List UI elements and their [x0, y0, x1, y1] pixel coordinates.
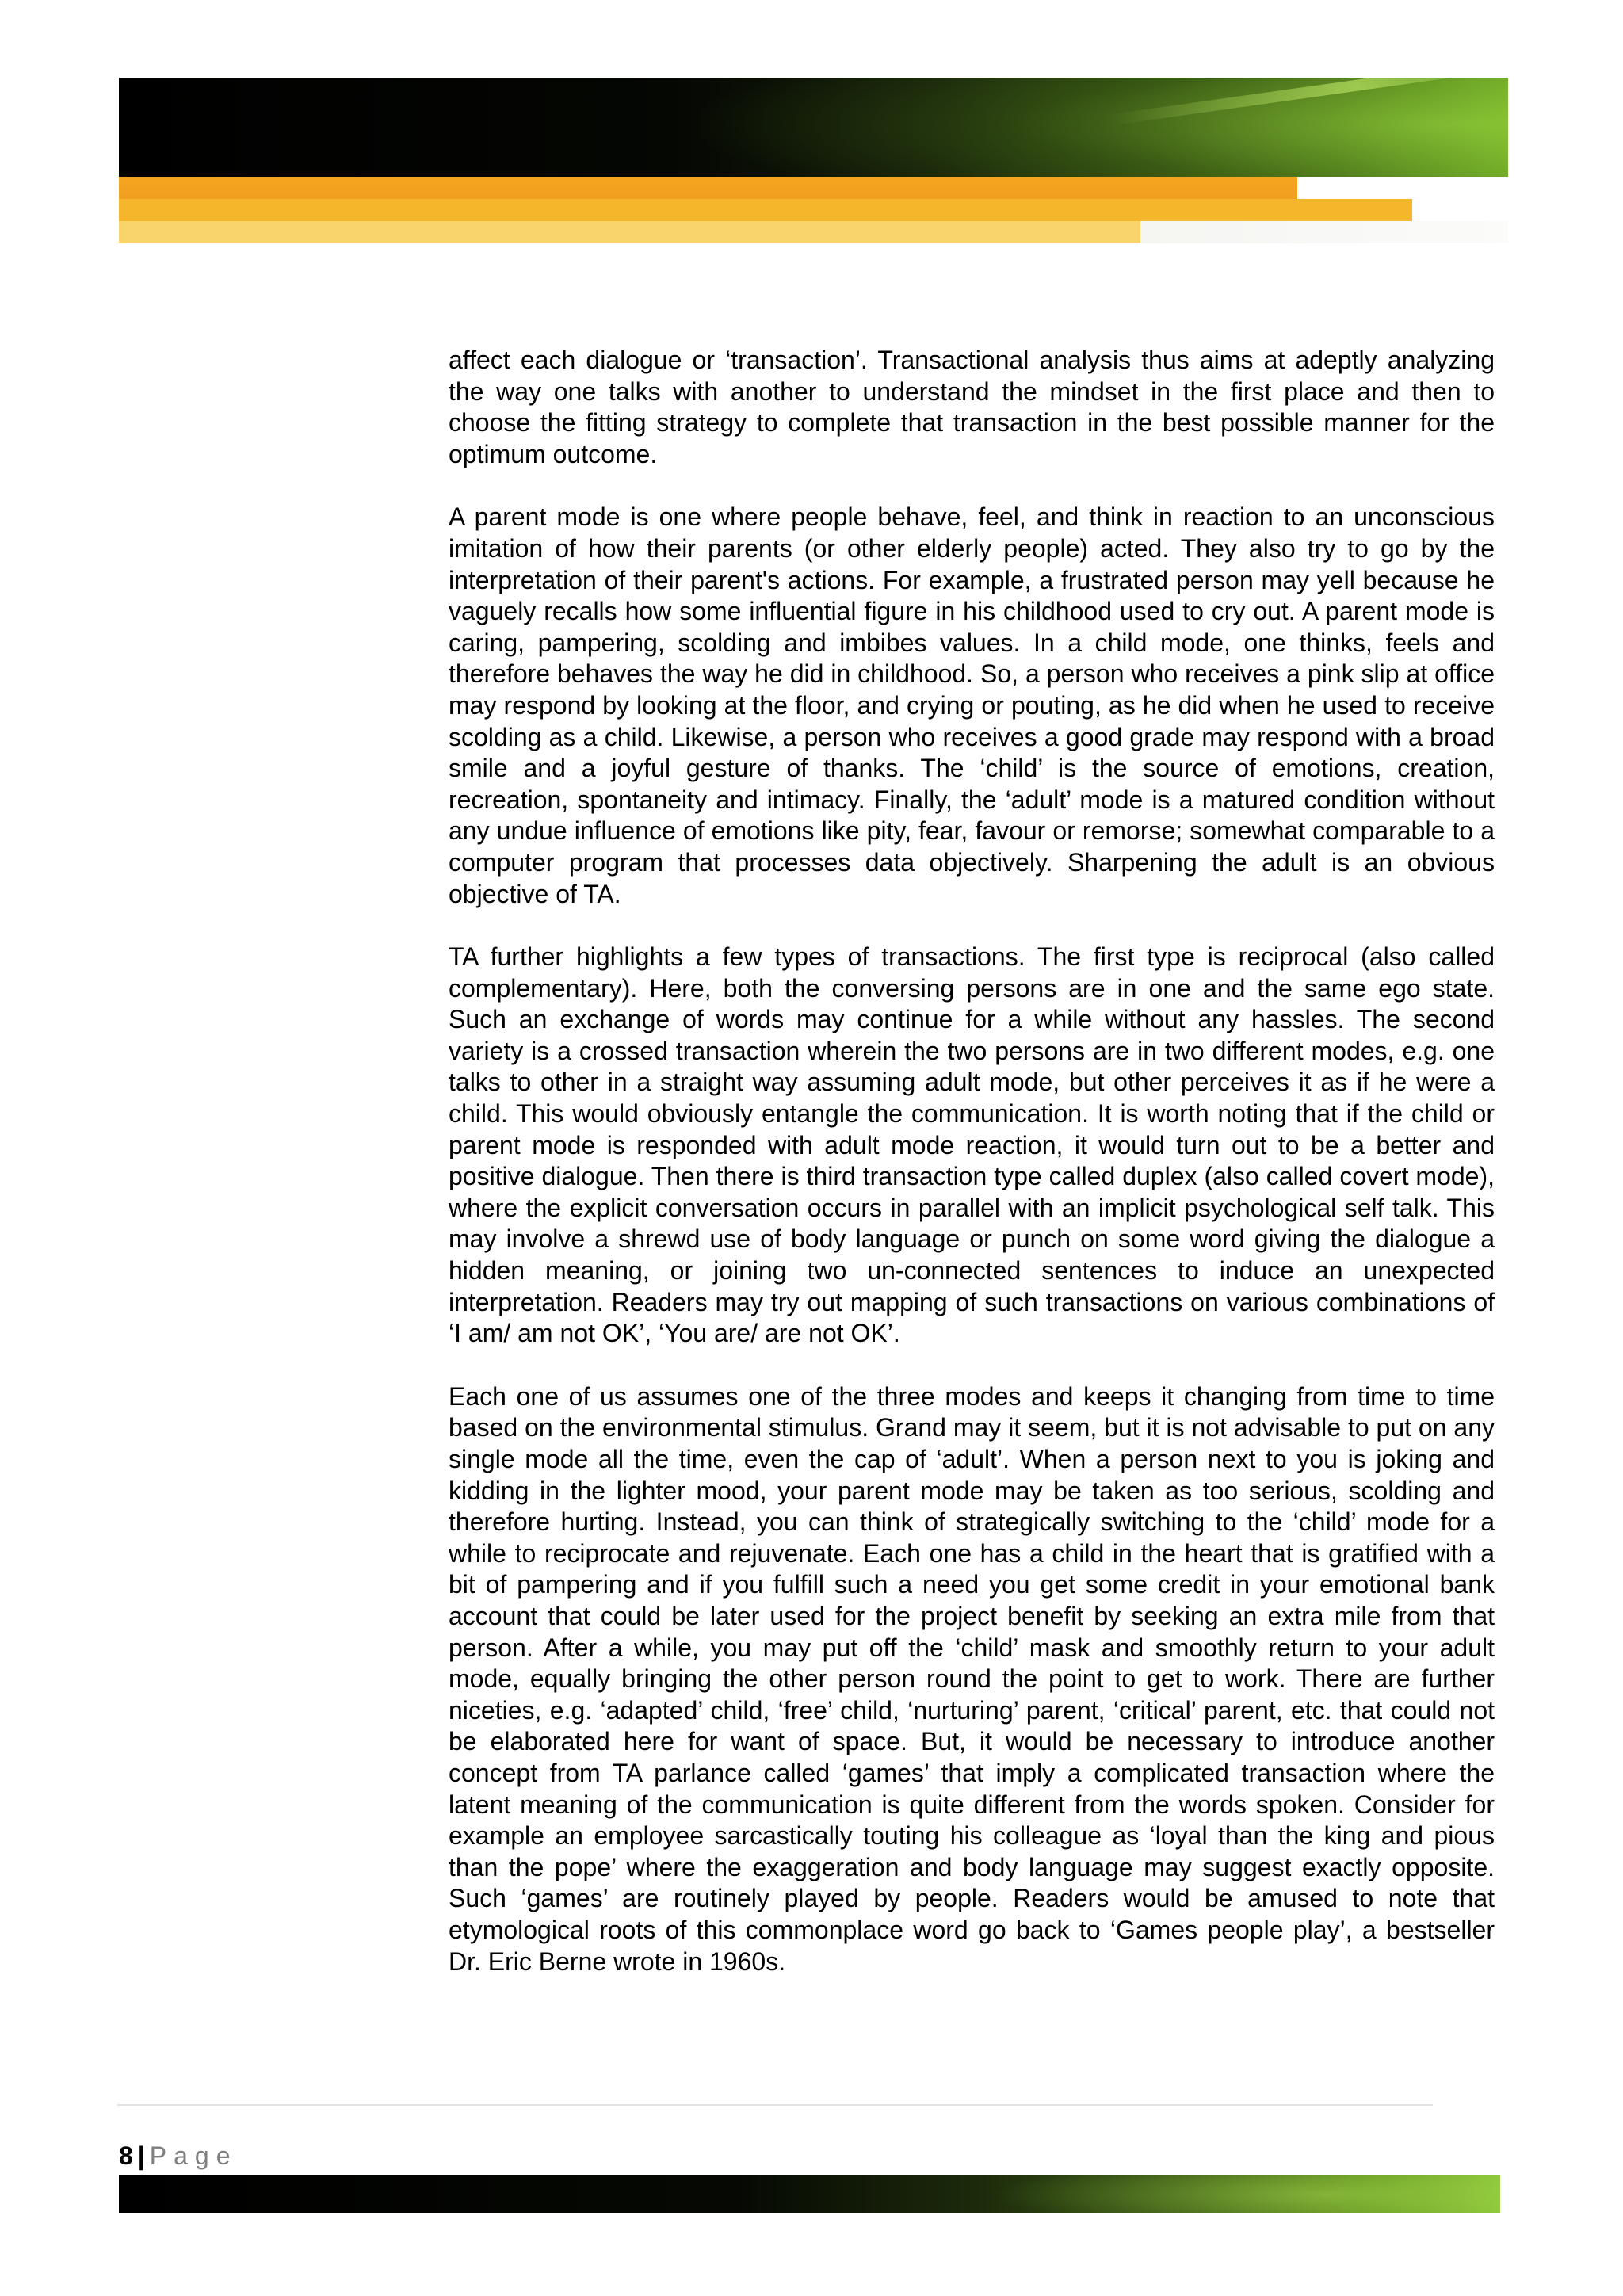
- header-orange-stripe: [119, 177, 1297, 199]
- page-separator: |: [137, 2141, 145, 2170]
- header-fade: [1140, 221, 1508, 243]
- header-dark-green-band: [119, 78, 1508, 177]
- page-label: Page: [149, 2141, 238, 2170]
- paragraph: TA further highlights a few types of transactions. The first type is reciprocal (also called complementary). Here, both the conversing persons are in one and the same ego state. Such an exchange of words may continue for a while without any hassles. The second variety is a crossed transaction wherein the two persons are in two different modes, e.g. one talks to other in a straight way assuming adult mode, but other perceives it as if he were a child. This would obviously entangle the communication. It is worth noting that if the child or parent mode is responded with adult mode reaction, it would turn out to be a better and positive dialogue. Then there is third transaction type called duplex (also called covert mode), where the explicit conversation occurs in parallel with an implicit psychological self talk. This may involve a shrewd use of body language or punch on some word giving the dialogue a hidden meaning, or joining two un-connected sentences to induce an unexpected interpretation. Readers may try out mapping of such transactions on various combinations of ‘I am/ am not OK’, ‘You are/ are not OK’.: [449, 942, 1495, 1348]
- body-text: [449, 345, 1495, 2009]
- footer-banner: [119, 2175, 1500, 2213]
- header-light-orange-stripe: [119, 221, 1140, 243]
- page-number: 8: [119, 2141, 133, 2170]
- paragraph: A parent mode is one where people behave, feel, and think in reaction to an unconscious imitation of how their parents (or other elderly people) acted. They also try to go by the interpretation of their parent's actions. For example, a frustrated person may yell because he vaguely recalls how some influential figure in his childhood used to cry out. A parent mode is caring, pampering, scolding and imbibes values. In a child mode, one thinks, feels and therefore behaves the way he did in childhood. So, a person who receives a pink slip at office may respond by looking at the floor, and crying or pouting, as he did when he used to receive scolding as a child. Likewise, a person who receives a good grade may respond with a broad smile and a joyful gesture of thanks. The ‘child’ is the source of emotions, creation, recreation, spontaneity and intimacy. Finally, the ‘adult’ mode is a matured condition without any undue influence of emotions like pity, fear, favour or remorse; somewhat comparable to a computer program that processes data objectively. Sharpening the adult is an obvious objective of TA.: [449, 502, 1495, 908]
- footer-divider: [117, 2104, 1433, 2106]
- page-footer: [119, 2140, 237, 2172]
- paragraph: affect each dialogue or ‘transaction’. Transactional analysis thus aims at adeptly analyzing the way one talks with another to understand the mindset in the first place and then to choose the fitting strategy to complete that transaction in the best possible manner for the optimum outcome.: [449, 346, 1495, 468]
- header-banner: [119, 78, 1508, 244]
- header-orange-stripe: [119, 199, 1412, 221]
- paragraph: Each one of us assumes one of the three modes and keeps it changing from time to time based on the environmental stimulus. Grand may it seem, but it is not advisable to put on any single mode all the time, even the cap of ‘adult’. When a person next to you is joking and kidding in the lighter mood, your parent mode may be taken as too serious, scolding and therefore hurting. Instead, you can think of strategically switching to the ‘child’ mode for a while to reciprocate and rejuvenate. Each one has a child in the heart that is gratified with a bit of pampering and if you fulfill such a need you get some credit in your emotional bank account that could be later used for the project benefit by seeking an extra mile from that person. After a while, you may put off the ‘child’ mask and smoothly return to your adult mode, equally bringing the other person round the point to get to work. There are further niceties, e.g. ‘adapted’ child, ‘free’ child, ‘nurturing’ parent, ‘critical’ parent, etc. that could not be elaborated here for want of space. But, it would be necessary to introduce another concept from TA parlance called ‘games’ that imply a complicated transaction where the latent meaning of the communication is quite different from the words spoken. Consider for example an employee sarcastically touting his colleague as ‘loyal than the king and pious than the pope’ where the exaggeration and body language may suggest exactly opposite. Such ‘games’ are routinely played by people. Readers would be amused to note that etymological roots of this commonplace word go back to ‘Games people play’, a bestseller Dr. Eric Berne wrote in 1960s.: [449, 1381, 1495, 1976]
